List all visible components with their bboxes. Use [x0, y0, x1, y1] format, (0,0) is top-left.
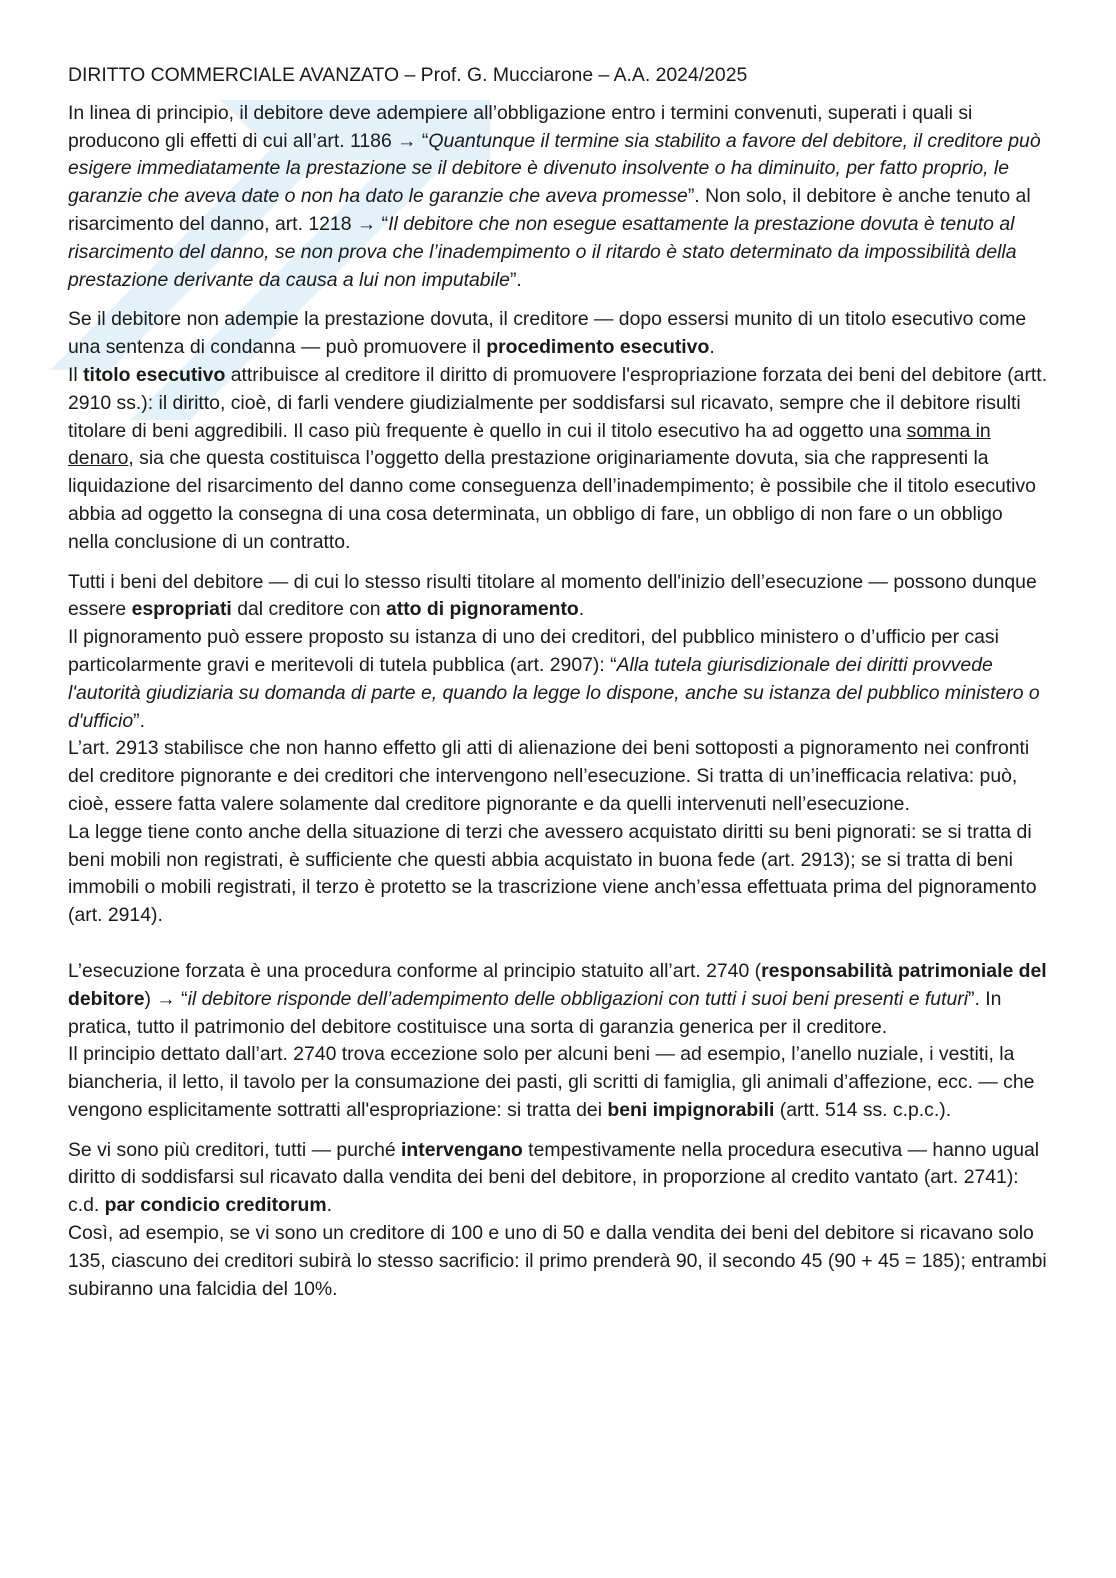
p10-text-a: Se vi sono più creditori, tutti — purché: [68, 1138, 402, 1161]
p9-text-a: Il principio dettato dall’art. 2740 trova eccezione solo per alcuni beni — ad esempio, l’anello nuziale, i vestiti, la biancheria, il letto, il tavolo per la consumazione dei pasti, gli scritti di famiglia, gli animali d’affezione, ecc. — che vengono esplicitamente sottratti all'espropriazione: si tratta dei: [68, 1043, 1035, 1121]
p10-text-e: .: [326, 1194, 332, 1217]
term-par-condicio-creditorum: par condicio creditorum: [104, 1194, 327, 1217]
paragraph-par-condicio: [68, 1137, 1048, 1220]
p8-text-e: ”. In pratica, tutto il patrimonio del debitore costituisce una sorta di garanzia generica per il creditore.: [68, 987, 1002, 1038]
paragraph-espropriazione: [68, 569, 1048, 625]
paragraph-pignoramento: [68, 624, 1048, 735]
paragraph-terzi: La legge tiene conto anche della situazione di terzi che avessero acquistato diritti su beni pignorati: se si tratta di beni mobili non registrati, è sufficiente che questi abbia acquistato in buona fede (art. 2913); se si tratta di beni immobili o mobili registrati, il terzo è protetto se la trascrizione viene anch’essa effettuata prima del pignoramento (art. 2914).: [68, 820, 1037, 927]
p3-text-c: attribuisce al creditore il diritto di promuovere l'espropriazione forzata dei beni del debitore (artt. 2910 ss.): il diritto, cioè, di farli vendere giudizialmente per soddisfarsi sul ricavato, sempre che il debitore risulti titolare di beni aggredibili. Il caso più frequente è quello in cui il titolo esecutivo ha ad oggetto una: [68, 363, 1048, 442]
p1-text-c: ”. Non solo, il debitore è anche tenuto al risarcimento del danno, art. 1218 → “: [68, 185, 1031, 235]
p3-text-a: Il: [68, 363, 84, 386]
p1-text-a: In linea di principio, il debitore deve adempiere all’obbligazione entro i termini convenuti, superati i quali si producono gli effetti di cui all’art. 1186 → “: [68, 101, 973, 152]
term-procedimento-esecutivo: procedimento esecutivo: [486, 336, 710, 359]
p5-text-c: ”.: [133, 709, 145, 732]
document-header: DIRITTO COMMERCIALE AVANZATO – Prof. G. Mucciarone – A.A. 2024/2025: [68, 64, 748, 86]
quote-art-1218: Il debitore che non esegue esattamente la prestazione dovuta è tenuto al risarcimento del danno, se non prova che l’inadempimento o il ritardo è stato determinato da impossibilità della prestazione derivante da causa a lui non imputabile: [68, 212, 1017, 291]
term-atto-di-pignoramento: atto di pignoramento: [385, 598, 579, 621]
quote-art-2907: Alla tutela giurisdizionale dei diritti provvede l'autorità giudiziaria su domanda di parte e, quando la legge lo dispone, anche su istanza del pubblico ministero o d'ufficio: [68, 653, 1040, 732]
term-titolo-esecutivo: titolo esecutivo: [83, 363, 226, 386]
p9-text-c: (artt. 514 ss. c.p.c.).: [774, 1098, 952, 1121]
p8-text-a: L’esecuzione forzata è una procedura conforme al principio statuito all’art. 2740 (: [68, 959, 762, 982]
p8-text-c: ) → “: [144, 987, 188, 1010]
paragraph-beni-impignorabili: [68, 1041, 1048, 1124]
p10-text-c: tempestivamente nella procedura esecutiva — hanno ugual diritto di soddisfarsi sul ricavato dalla vendita dei beni del debitore, in proporzione al credito vantato (art. 2741): c.d.: [68, 1138, 1040, 1217]
paragraph-adempimento: [68, 100, 1048, 295]
p4-text-e: .: [578, 598, 585, 621]
p5-text-a: Il pignoramento può essere proposto su istanza di uno dei creditori, del pubblico ministero o d’ufficio per casi particolarmente gravi e meritevoli di tutela pubblica (art. 2907): “: [68, 626, 999, 676]
term-beni-impignorabili: beni impignorabili: [607, 1098, 775, 1121]
term-espropriati: espropriati: [131, 598, 232, 621]
term-responsabilita-patrimoniale: responsabilità patrimoniale del debitore: [68, 959, 1047, 1010]
term-intervengano: intervengano: [401, 1138, 523, 1161]
paragraph-esempio: Così, ad esempio, se vi sono un creditore di 100 e uno di 50 e dalla vendita dei beni del debitore si ricavano solo 135, ciascuno dei creditori subirà lo stesso sacrificio: il primo prenderà 90, il secondo 45 (90 + 45 = 185); entrambi subiranno una falcidia del 10%.: [68, 1222, 1047, 1300]
p4-text-c: dal creditore con: [231, 598, 386, 621]
p3-text-e: , sia che questa costituisca l’oggetto della prestazione originariamente dovuta, sia che rappresenti la liquidazione del risarcimento del danno come conseguenza dell’inadempimento; è possibile che il titolo esecutivo abbia ad oggetto la consegna di una cosa determinata, un obbligo di fare, un obbligo di non fare o un obbligo nella conclusione di un contratto.: [68, 447, 1036, 553]
document-page: [68, 62, 1048, 1303]
quote-art-1186: Quantunque il termine sia stabilito a favore del debitore, il creditore può esigere immediatamente la prestazione se il debitore è divenuto insolvente o ha diminuito, per fatto proprio, le garanzie che aveva date o non ha dato le garanzie che aveva promesse: [68, 129, 1041, 208]
paragraph-esecuzione-forzata: [68, 958, 1048, 1041]
blank-line: [68, 930, 1048, 958]
p1-text-e: ”.: [509, 268, 522, 291]
paragraph-art-2913: L’art. 2913 stabilisce che non hanno effetto gli atti di alienazione dei beni sottoposti a pignoramento nei confronti del creditore pignorante e dei creditori che intervengono nell’esecuzione. Si tratta di un’inefficacia relativa: può, cioè, essere fatta valere solamente dal creditore pignorante e da quelli intervenuti nell’esecuzione.: [68, 737, 1030, 815]
paragraph-titolo-esecutivo: [68, 362, 1048, 557]
p4-text-a: Tutti i beni del debitore — di cui lo stesso risulti titolare al momento dell'inizio dell’esecuzione — possono dunque essere: [68, 570, 1037, 621]
p2-text-c: .: [709, 336, 715, 359]
quote-art-2740: il debitore risponde dell’adempimento delle obbligazioni con tutti i suoi beni presenti e futuri: [187, 987, 969, 1010]
term-somma-in-denaro: somma in denaro: [68, 419, 991, 470]
p2-text-a: Se il debitore non adempie la prestazione dovuta, il creditore — dopo essersi munito di un titolo esecutivo come una sentenza di condanna — può promuovere il: [68, 308, 1027, 359]
paragraph-procedimento: [68, 306, 1048, 362]
